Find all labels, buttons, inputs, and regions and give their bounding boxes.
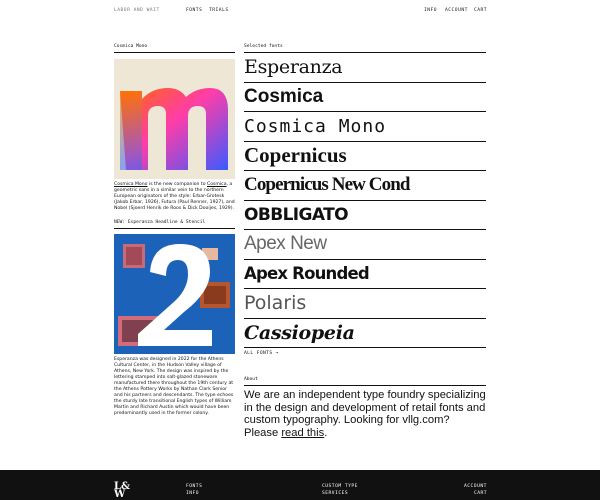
font-apex-new[interactable]: Apex New — [244, 230, 486, 260]
selected-fonts-list — [244, 44, 486, 356]
caption-text: is the new companion to — [147, 182, 207, 187]
footer — [0, 470, 600, 500]
font-obbligato[interactable]: OBBLIGATO — [244, 201, 486, 231]
read-this-link[interactable]: read this — [281, 426, 325, 439]
footer-logo-line1: L& — [114, 481, 131, 492]
about-section-label — [244, 377, 486, 386]
esperanza-label: NEW: Esperanza Headline & Stencil — [114, 220, 235, 229]
cosmica-mono-caption — [114, 182, 235, 212]
footer-cart-link[interactable]: CART — [474, 491, 488, 496]
footer-custom-type-link[interactable]: CUSTOM TYPE — [322, 484, 358, 489]
esperanza-caption: Esperanza was designed in 2022 for the Athens Cultural Center, in the Hudson Valley village of Athens, New York. The design was inspired by the lettering stamped into salt-glazed stoneware manufactured there throughout the 19th century at the Athens Pottery Works by Nathan Clark Senior and his partners and descendants. The type echoes the sturdy late transitional English types of William Martin and Richard Austin which would have been predominantly used in the former colony. — [114, 357, 234, 416]
nav-account[interactable]: ACCOUNT — [445, 8, 468, 13]
font-cosmica[interactable]: Cosmica — [244, 83, 486, 113]
cosmica-link[interactable]: Cosmica — [207, 182, 227, 187]
footer-logo-line2: W — [114, 489, 126, 500]
font-esperanza[interactable]: Esperanza — [244, 53, 486, 83]
cosmica-mono-link[interactable]: Cosmica Mono — [114, 182, 148, 187]
esperanza-2-graphic — [114, 234, 235, 354]
font-polaris[interactable]: Polaris — [244, 289, 486, 319]
font-cosmica-mono[interactable]: Cosmica Mono — [244, 112, 486, 142]
font-apex-rounded[interactable]: Apex Rounded — [244, 260, 486, 290]
about-period: . — [324, 426, 328, 439]
nav-trials[interactable]: TRIALS — [209, 8, 229, 13]
top-navigation — [0, 0, 600, 22]
selected-fonts-label: Selected fonts — [244, 44, 486, 53]
cosmica-mono-image[interactable] — [114, 59, 235, 179]
cosmica-mono-label: Cosmica Mono — [114, 44, 235, 53]
nav-cart[interactable]: CART — [474, 8, 488, 13]
font-cassiopeia[interactable]: Cassiopeia — [244, 319, 486, 349]
all-fonts-link[interactable]: ALL FONTS → — [244, 351, 279, 356]
font-copernicus[interactable]: Copernicus — [244, 142, 486, 172]
footer-services-link[interactable]: SERVICES — [322, 491, 349, 496]
brand-logo[interactable]: LABOR AND WAIT — [114, 8, 160, 13]
font-copernicus-new-cond[interactable]: Copernicus New Cond — [244, 171, 486, 201]
footer-info-link[interactable]: INFO — [186, 491, 200, 496]
footer-account-link[interactable]: ACCOUNT — [464, 484, 487, 489]
nav-fonts[interactable]: FONTS — [186, 8, 203, 13]
caption-text: , a geometric sans in a similar vein to the northern European originators of the style: Erbar-Grotesk (Jakob Erbar, 1926), Futura (Paul Renner, 1927), and Nobel (Sjoerd Henrik de Roos & Dick Dooijes, 1929). — [114, 182, 235, 211]
esperanza-image[interactable] — [114, 234, 235, 354]
nav-info[interactable]: INFO — [424, 8, 438, 13]
about-body: We are an independent type foundry specializing in the design and development of retail fonts and custom typography. Looking for vllg.com? Please — [244, 389, 486, 439]
footer-fonts-link[interactable]: FONTS — [186, 484, 203, 489]
featured-column — [114, 44, 235, 417]
about-label: About — [244, 377, 486, 386]
footer-logo[interactable] — [114, 483, 130, 499]
cosmica-m-graphic — [114, 59, 235, 179]
about-text — [244, 389, 486, 439]
